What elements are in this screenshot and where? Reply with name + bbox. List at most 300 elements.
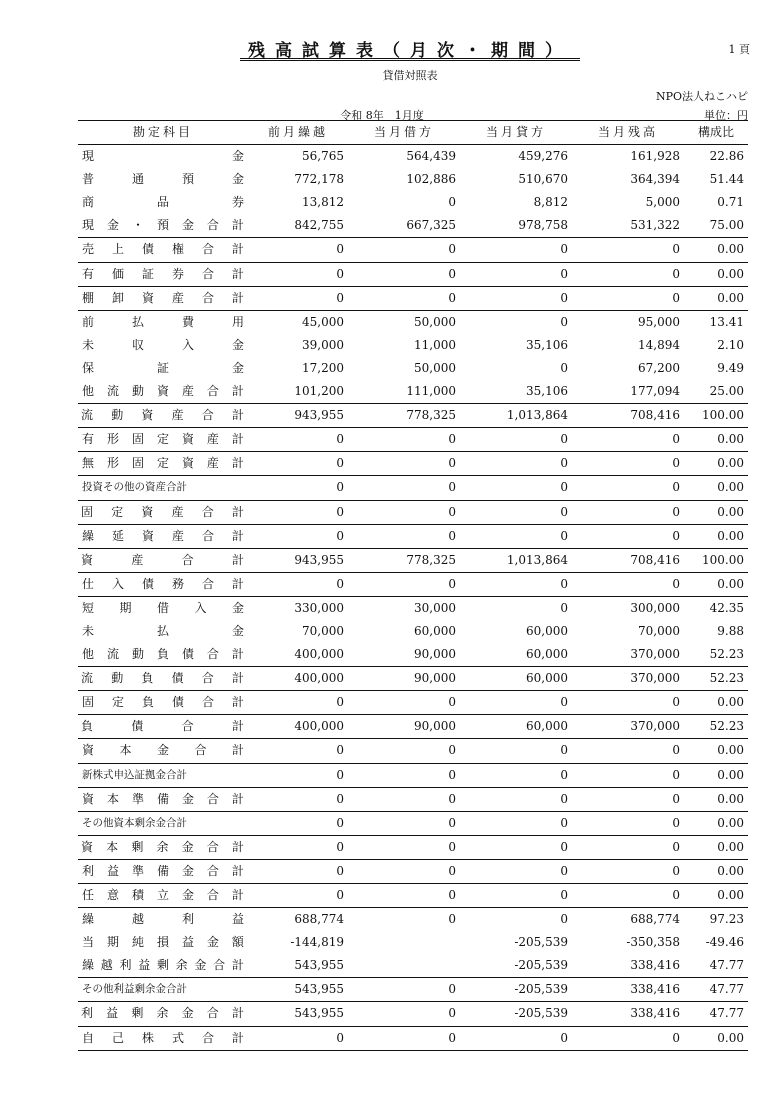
account-char: 金 xyxy=(181,218,194,233)
account-name xyxy=(82,620,244,643)
account-char: 計 xyxy=(231,743,244,758)
account-char: 固 xyxy=(82,695,95,710)
credit-cell: 8,812 xyxy=(533,195,568,210)
table-row xyxy=(78,691,748,715)
account-char: 余 xyxy=(175,958,188,973)
account-char: 計 xyxy=(231,432,244,447)
account-char: 合 xyxy=(201,266,214,281)
credit-cell: 60,000 xyxy=(460,715,572,739)
account-name xyxy=(82,263,244,286)
ratio-cell: 0.00 xyxy=(684,476,748,500)
account-name xyxy=(82,145,244,168)
credit-cell: 1,013,864 xyxy=(460,548,572,572)
account-char: 無 xyxy=(82,456,95,471)
account-char: 計 xyxy=(231,719,244,734)
debit-cell: 0 xyxy=(348,1002,460,1026)
prev-cell: 543,955 xyxy=(248,954,348,978)
prev-cell: -144,819 xyxy=(290,935,344,950)
account-name-cell xyxy=(78,739,248,763)
prev-cell: 56,765 xyxy=(302,149,344,164)
debit-cell: 0 xyxy=(348,476,460,500)
prev-cell: 543,955 xyxy=(248,978,348,1002)
account-char: 売 xyxy=(82,242,95,257)
credit-cell: 0 xyxy=(460,238,572,262)
ratio-cell: 0.00 xyxy=(684,262,748,286)
account-name xyxy=(81,667,244,690)
table-row xyxy=(78,238,748,262)
balance-cell: 0 xyxy=(572,787,684,811)
balance-cell: 0 xyxy=(572,452,684,476)
account-char: 流 xyxy=(106,384,119,399)
account-char: 現 xyxy=(82,149,95,164)
balance-cell: 0 xyxy=(572,572,684,596)
account-char: 有 xyxy=(82,432,95,447)
ratio-cell: 0.00 xyxy=(684,787,748,811)
credit-cell: 0 xyxy=(460,859,572,883)
table-row xyxy=(78,404,748,428)
prev-cell: 101,200 xyxy=(248,380,348,404)
table-row xyxy=(78,620,748,643)
account-char: 合 xyxy=(201,504,214,519)
balance-cell: 364,394 xyxy=(630,172,680,187)
account-char: 預 xyxy=(156,218,169,233)
balance-cell: 531,322 xyxy=(572,214,684,238)
ratio-cell: 0.00 xyxy=(684,500,748,524)
balance-cell: 0 xyxy=(572,262,684,286)
account-char: 金 xyxy=(106,218,119,233)
ratio-cell: -49.46 xyxy=(705,935,744,950)
credit-cell: 0 xyxy=(460,262,572,286)
account-char: 合 xyxy=(206,647,219,662)
account-char: 産 xyxy=(171,504,184,519)
ratio-cell: 9.49 xyxy=(717,360,744,375)
account-char: 合 xyxy=(206,1006,219,1021)
credit-cell: 35,106 xyxy=(460,380,572,404)
account-char: 払 xyxy=(131,314,144,329)
account-char: 資 xyxy=(181,432,194,447)
account-name-cell xyxy=(78,476,248,500)
prev-cell: 943,955 xyxy=(248,404,348,428)
account-char: 産 xyxy=(206,432,219,447)
account-name-cell xyxy=(78,191,248,214)
account-name xyxy=(82,1027,244,1050)
account-char: 繰 xyxy=(82,912,95,927)
account-char: 合 xyxy=(206,863,219,878)
account-char: 計 xyxy=(231,888,244,902)
account-name-cell xyxy=(78,643,248,667)
debit-cell: 0 xyxy=(348,787,460,811)
debit-cell: 111,000 xyxy=(348,380,460,404)
ratio-cell: 0.00 xyxy=(684,1026,748,1050)
debit-cell: 0 xyxy=(348,884,460,908)
prev-cell: 0 xyxy=(248,262,348,286)
account-char: 預 xyxy=(181,172,194,187)
account-name-cell xyxy=(78,357,248,380)
account-char: 定 xyxy=(156,456,169,471)
account-char: 式 xyxy=(171,1030,184,1045)
prev-cell: 0 xyxy=(248,739,348,763)
prev-cell: 17,200 xyxy=(302,360,344,375)
credit-cell: 60,000 xyxy=(526,623,568,638)
account-char: 利 xyxy=(181,912,194,927)
account-char: 積 xyxy=(131,888,144,902)
account-char: 計 xyxy=(231,290,244,305)
balance-cell: 70,000 xyxy=(638,623,680,638)
credit-cell: -205,539 xyxy=(460,978,572,1002)
prev-cell: 45,000 xyxy=(302,314,344,329)
account-char: 負 xyxy=(156,647,169,662)
account-char: 計 xyxy=(231,504,244,519)
prev-cell: 772,178 xyxy=(294,172,344,187)
ratio-cell: 13.41 xyxy=(709,314,744,329)
balance-cell: -350,358 xyxy=(626,935,680,950)
credit-cell: 0 xyxy=(460,428,572,452)
table-row xyxy=(78,452,748,476)
account-name-cell xyxy=(78,1026,248,1050)
account-name-cell xyxy=(78,572,248,596)
prev-cell: 0 xyxy=(248,1026,348,1050)
account-name-cell xyxy=(78,334,248,357)
debit-cell: 0 xyxy=(348,978,460,1002)
debit-cell: 0 xyxy=(348,835,460,859)
report-title: 残高試算表（月次・期間） xyxy=(248,41,572,61)
account-char: 利 xyxy=(82,863,95,878)
account-char: 金 xyxy=(181,863,194,878)
account-char: 産 xyxy=(171,528,184,543)
account-char: 債 xyxy=(141,576,154,591)
account-name: その他資本剰余金合計 xyxy=(82,816,187,829)
account-char: 資 xyxy=(141,290,154,305)
credit-cell: -205,539 xyxy=(460,954,572,978)
account-name xyxy=(82,287,244,310)
ratio-cell: 52.23 xyxy=(684,667,748,691)
account-char: 動 xyxy=(111,408,124,423)
balance-cell: 0 xyxy=(572,884,684,908)
account-name xyxy=(82,311,244,334)
account-char: 計 xyxy=(231,671,244,686)
account-char: 繰 xyxy=(82,528,95,543)
account-name-cell xyxy=(78,978,248,1002)
prev-cell: 400,000 xyxy=(248,643,348,667)
account-char: 剰 xyxy=(156,958,169,973)
account-name-cell xyxy=(78,145,248,169)
account-char: 益 xyxy=(181,935,194,950)
column-header-credit: 当月貸方 xyxy=(485,125,546,139)
account-char: 計 xyxy=(231,242,244,257)
account-char: 負 xyxy=(81,719,94,734)
ratio-cell: 51.44 xyxy=(709,172,744,187)
prev-cell: 13,812 xyxy=(302,195,344,210)
account-char: 固 xyxy=(131,432,144,447)
debit-cell: 0 xyxy=(348,811,460,835)
account-char: 証 xyxy=(156,360,169,375)
table-header-row xyxy=(78,121,748,145)
prev-cell: 842,755 xyxy=(248,214,348,238)
account-char: 固 xyxy=(81,504,94,519)
table-row xyxy=(78,931,748,954)
account-char: 流 xyxy=(81,408,94,423)
account-char: 合 xyxy=(181,552,194,567)
account-char: 資 xyxy=(81,839,94,854)
prev-cell: 0 xyxy=(248,835,348,859)
account-name xyxy=(81,1002,244,1025)
account-char: 資 xyxy=(81,552,94,567)
debit-cell: 90,000 xyxy=(348,643,460,667)
account-char: 合 xyxy=(206,218,219,233)
debit-cell xyxy=(348,931,460,954)
table-row xyxy=(78,811,748,835)
account-char: 流 xyxy=(81,671,94,686)
account-char: 益 xyxy=(231,912,244,927)
account-char: 債 xyxy=(141,242,154,257)
debit-cell: 667,325 xyxy=(348,214,460,238)
account-char: 金 xyxy=(181,1006,194,1021)
ratio-cell: 0.00 xyxy=(684,238,748,262)
column-header-ratio: 構成比 xyxy=(697,125,734,139)
balance-cell: 0 xyxy=(572,835,684,859)
account-name-cell xyxy=(78,667,248,691)
account-char: 計 xyxy=(231,791,244,806)
account-char: 計 xyxy=(231,958,244,973)
ratio-cell: 0.00 xyxy=(684,811,748,835)
credit-cell: 0 xyxy=(460,452,572,476)
account-char: 剰 xyxy=(131,839,144,854)
prev-cell: 0 xyxy=(248,286,348,310)
debit-cell: 0 xyxy=(348,739,460,763)
ratio-cell: 47.77 xyxy=(684,954,748,978)
debit-cell: 0 xyxy=(348,262,460,286)
balance-cell: 338,416 xyxy=(572,954,684,978)
account-char: 品 xyxy=(156,195,169,210)
balance-cell: 338,416 xyxy=(572,1002,684,1026)
account-name-cell xyxy=(78,835,248,859)
account-char: 合 xyxy=(201,695,214,710)
prev-cell: 0 xyxy=(248,763,348,787)
account-name xyxy=(81,549,244,572)
debit-cell: 564,439 xyxy=(406,149,456,164)
account-name-cell xyxy=(78,715,248,739)
table-row xyxy=(78,954,748,978)
account-char: 金 xyxy=(181,888,194,902)
account-char: 債 xyxy=(171,695,184,710)
credit-cell: 0 xyxy=(460,286,572,310)
account-char: 動 xyxy=(111,671,124,686)
debit-cell: 50,000 xyxy=(414,314,456,329)
credit-cell: -205,539 xyxy=(460,1002,572,1026)
balance-cell: 0 xyxy=(572,739,684,763)
credit-cell: 0 xyxy=(460,884,572,908)
prev-cell: 943,955 xyxy=(248,548,348,572)
account-char: 額 xyxy=(231,935,244,950)
account-char: 卸 xyxy=(111,290,124,305)
ratio-cell: 100.00 xyxy=(684,404,748,428)
debit-cell: 0 xyxy=(348,428,460,452)
ratio-cell: 0.00 xyxy=(684,691,748,715)
account-name: その他利益剰余金合計 xyxy=(82,983,187,996)
account-name-cell xyxy=(78,620,248,643)
account-char: 純 xyxy=(131,935,144,950)
credit-cell: 978,758 xyxy=(460,214,572,238)
table-row xyxy=(78,548,748,572)
account-char: 金 xyxy=(231,149,244,164)
account-name xyxy=(82,452,244,475)
debit-cell: 90,000 xyxy=(348,715,460,739)
account-char: 現 xyxy=(82,218,95,233)
account-char: 権 xyxy=(171,242,184,257)
account-name-cell xyxy=(78,787,248,811)
debit-cell: 0 xyxy=(348,1026,460,1050)
account-char: 券 xyxy=(231,195,244,210)
ratio-cell: 25.00 xyxy=(684,380,748,404)
prev-cell: 330,000 xyxy=(294,600,344,615)
credit-cell: 0 xyxy=(560,600,568,615)
credit-cell: 0 xyxy=(460,476,572,500)
account-name: 新株式申込証拠金合計 xyxy=(82,768,187,781)
table-row xyxy=(78,572,748,596)
account-name-cell xyxy=(78,596,248,620)
credit-cell: 0 xyxy=(560,360,568,375)
prev-cell: 0 xyxy=(248,238,348,262)
prev-cell: 0 xyxy=(248,524,348,548)
credit-cell: 0 xyxy=(460,572,572,596)
account-char: 債 xyxy=(181,647,194,662)
table-row xyxy=(78,476,748,500)
account-char: 他 xyxy=(82,647,95,662)
table-row xyxy=(78,884,748,908)
account-char: 借 xyxy=(156,600,169,615)
account-char: 本 xyxy=(119,743,132,758)
account-char: 金 xyxy=(231,360,244,375)
account-char: 流 xyxy=(106,647,119,662)
account-char: ・ xyxy=(131,218,144,233)
balance-cell: 0 xyxy=(572,691,684,715)
account-name: 投資その他の資産合計 xyxy=(82,481,187,494)
account-name xyxy=(82,214,244,237)
ratio-cell: 0.00 xyxy=(684,286,748,310)
account-char: 合 xyxy=(206,384,219,399)
account-char: 合 xyxy=(201,408,214,423)
debit-cell: 778,325 xyxy=(348,548,460,572)
account-name xyxy=(82,739,244,762)
prev-cell: 0 xyxy=(248,500,348,524)
account-name xyxy=(82,860,244,883)
account-char: 備 xyxy=(156,863,169,878)
account-name-cell xyxy=(78,524,248,548)
account-char: 入 xyxy=(111,576,124,591)
balance-cell: 0 xyxy=(572,428,684,452)
account-char: 合 xyxy=(206,839,219,854)
credit-cell: 60,000 xyxy=(460,667,572,691)
account-name xyxy=(82,573,244,596)
balance-cell: 95,000 xyxy=(638,314,680,329)
ratio-cell: 52.23 xyxy=(684,643,748,667)
account-char: 越 xyxy=(131,912,144,927)
credit-cell: 459,276 xyxy=(518,149,568,164)
account-char: 価 xyxy=(111,266,124,281)
account-name-cell xyxy=(78,310,248,334)
account-char: 入 xyxy=(181,337,194,352)
account-name-cell xyxy=(78,168,248,191)
account-char: 計 xyxy=(231,528,244,543)
table-row xyxy=(78,214,748,238)
account-name xyxy=(82,238,244,261)
account-char: 有 xyxy=(82,266,95,281)
account-char: 通 xyxy=(131,172,144,187)
table-row xyxy=(78,596,748,620)
account-char: 用 xyxy=(231,314,244,329)
balance-cell: 0 xyxy=(572,811,684,835)
account-char: 未 xyxy=(82,623,95,638)
account-name-cell xyxy=(78,500,248,524)
report-subtitle: 貸借対照表 xyxy=(382,69,438,82)
account-name-cell xyxy=(78,452,248,476)
account-char: 計 xyxy=(231,552,244,567)
account-char: 計 xyxy=(231,1030,244,1045)
credit-cell: -205,539 xyxy=(514,935,568,950)
ratio-cell: 0.00 xyxy=(684,428,748,452)
account-char: 金 xyxy=(231,600,244,615)
table-row xyxy=(78,286,748,310)
prev-cell: 0 xyxy=(248,859,348,883)
account-char: 準 xyxy=(131,791,144,806)
account-char: 収 xyxy=(131,337,144,352)
account-char: 計 xyxy=(231,218,244,233)
debit-cell: 0 xyxy=(348,859,460,883)
prev-cell: 0 xyxy=(248,572,348,596)
debit-cell: 102,886 xyxy=(406,172,456,187)
account-char: 資 xyxy=(141,528,154,543)
account-char: 立 xyxy=(156,888,169,902)
prev-cell: 39,000 xyxy=(302,337,344,352)
debit-cell: 0 xyxy=(348,238,460,262)
account-char: 商 xyxy=(82,195,95,210)
balance-cell: 370,000 xyxy=(572,643,684,667)
account-char: 株 xyxy=(141,1030,154,1045)
balance-cell: 708,416 xyxy=(572,404,684,428)
account-char: 当 xyxy=(82,935,95,950)
debit-cell: 0 xyxy=(348,500,460,524)
balance-cell: 5,000 xyxy=(645,195,680,210)
balance-cell: 0 xyxy=(572,763,684,787)
table-row xyxy=(78,1002,748,1026)
debit-cell: 50,000 xyxy=(414,360,456,375)
account-char: 産 xyxy=(171,290,184,305)
account-char: 資 xyxy=(82,743,95,758)
account-char: 合 xyxy=(181,719,194,734)
account-name-cell xyxy=(78,404,248,428)
ratio-cell: 47.77 xyxy=(684,978,748,1002)
prev-cell: 688,774 xyxy=(294,912,344,927)
balance-cell: 300,000 xyxy=(630,600,680,615)
account-char: 短 xyxy=(82,600,95,615)
account-char: 本 xyxy=(106,839,119,854)
account-char: 合 xyxy=(201,290,214,305)
table-row xyxy=(78,380,748,404)
account-char: 産 xyxy=(131,552,144,567)
account-char: 越 xyxy=(100,958,113,973)
balance-cell: 67,200 xyxy=(638,360,680,375)
ratio-cell: 0.00 xyxy=(684,739,748,763)
account-char: 合 xyxy=(201,576,214,591)
table-row xyxy=(78,739,748,763)
debit-cell: 0 xyxy=(348,452,460,476)
account-name xyxy=(81,404,244,427)
column-header-balance: 当月残高 xyxy=(597,125,658,139)
account-char: 形 xyxy=(106,456,119,471)
balance-cell: 0 xyxy=(572,524,684,548)
ratio-cell: 75.00 xyxy=(684,214,748,238)
account-char: 益 xyxy=(106,863,119,878)
